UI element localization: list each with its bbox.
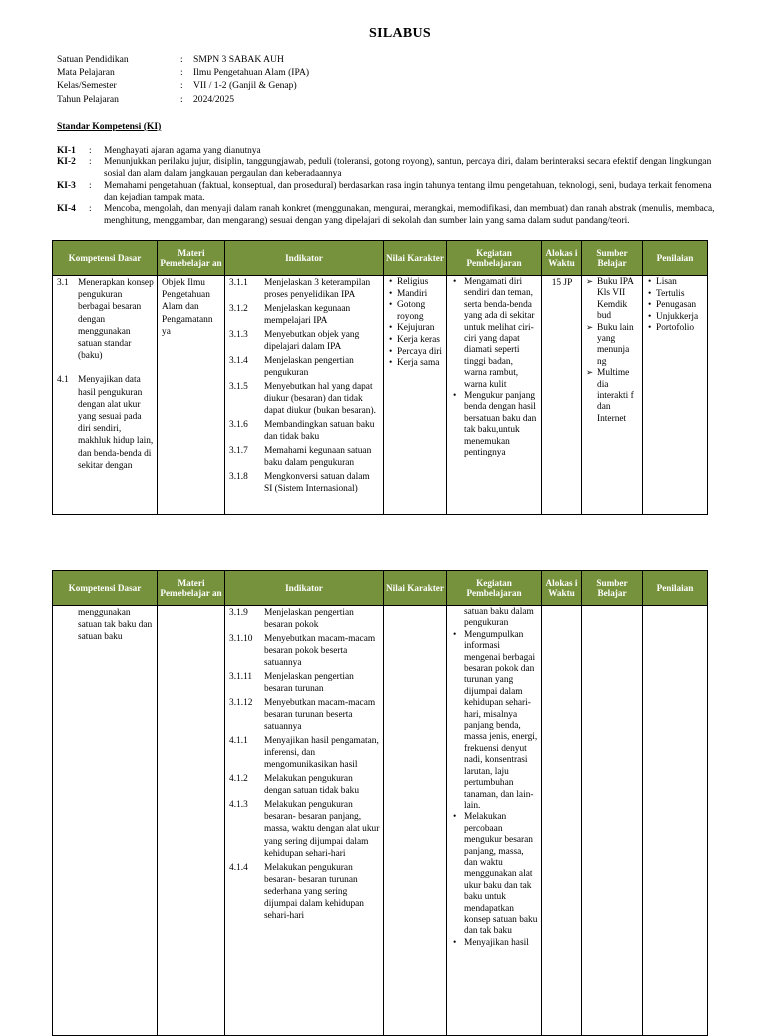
ki-row-3 [57,181,717,204]
indikator-item [229,329,380,353]
indikator-text: Menjelaskan pengertian besaran turunan [264,672,354,695]
col-header-kd: Kompetensi Dasar [53,241,158,276]
sumber-cell [582,276,643,515]
ki-code: KI-1 [57,146,76,156]
indikator-item [229,735,380,772]
nilai-item: • Kejujuran [397,323,443,335]
materi-cell [158,276,225,515]
indikator-text: Menjelaskan pengertian besaran pokok [264,608,354,631]
kegiatan-cell [447,276,542,515]
indikator-item [229,773,380,797]
indikator-text: Menyebutkan macam-macam besaran turunan beserta satuannya [264,697,376,733]
ki-row-2 [57,157,717,180]
info-colon: : [180,54,183,65]
sumber-list [586,277,639,425]
kegiatan-cell [447,606,542,1036]
alokasi-cell [542,606,582,1036]
info-label: Tahun Pelajaran [57,94,119,105]
ki-text: Memahami pengetahuan (faktual, konseptual, dan prosedural) berdasarkan rasa ingin tahunya tentang ilmu pengetahuan, teknologi, seni, budaya terkait fenomena dan kejadian tampak mata. [104,181,712,203]
kegiatan-item: • Menyajikan hasil [464,938,538,949]
indikator-text: Menjelaskan kegunaan mempelajari IPA [264,303,351,327]
alokasi-cell [542,276,582,515]
col-header-materi: Materi Pemebelajar an [158,571,225,606]
nilai-cell [384,276,447,515]
ki-row-1 [57,146,717,158]
indikator-item [229,303,380,327]
indikator-item [229,445,380,469]
indikator-number: 4.1.4 [229,862,248,873]
nilai-item: • Mandiri [397,289,443,301]
col-header-nilai: Nilai Karakter [384,241,447,276]
table-header-row [53,571,708,606]
info-colon: : [180,94,183,105]
kd-text: Menyajikan data hasil pengukuran dengan alat ukur yang sesuai pada diri sendiri, makhluk hidup lain, dan benda-benda di sekitar dengan [78,375,154,471]
penilaian-item: • Portofolio [656,323,704,335]
ki-row-4 [57,204,717,227]
indikator-text: Melakukan pengukuran besaran- besaran panjang, massa, waktu dengan alat ukur yang sering dijumpai dalam kehidupan sehari-hari [264,800,380,859]
ki-text: Menghayati ajaran agama yang dianutnya [104,146,261,156]
kegiatan-item: • Melakukan percobaan mengukur besaran panjang, massa, dan waktu menggunakan alat ukur baku dan tak baku untuk mendapatkan konsep satuan baku dan tak baku [464,812,538,937]
penilaian-list [647,277,704,335]
ki-colon: : [89,204,92,214]
col-header-kd: Kompetensi Dasar [53,571,158,606]
indikator-text: Menjelaskan 3 keterampilan proses penyelidikan IPA [264,278,371,301]
indikator-item [229,671,380,695]
col-header-penilaian: Penilaian [643,241,708,276]
penilaian-item: • Lisan [656,277,704,289]
kegiatan-list [451,630,538,949]
kegiatan-item: • Mengumpulkan informasi mengenai berbagai besaran pokok dan turunan yang dijumpai dalam kehidupan sehari-hari, misalnya panjang benda, massa jenis, energi, frekuensi denyut nadi, konsentrasi larutan, laju pertumbuhan tanaman, dan lain-lain. [464,630,538,813]
sumber-item: ➢ Buku lain yang menunja ng [597,323,639,369]
indikator-item [229,862,380,923]
info-label: Satuan Pendidikan [57,54,129,65]
col-header-sumber: Sumber Belajar [582,241,643,276]
info-label: Mata Pelajaran [57,67,115,78]
indikator-number: 4.1.1 [229,736,248,747]
indikator-item [229,381,380,418]
ki-colon: : [89,181,92,191]
ki-colon: : [89,146,92,156]
kd-number: 4.1 [57,375,69,386]
kd-text: Menerapkan konsep pengukuran berbagai besaran dengan menggunakan satuan standar (baku) [78,278,154,362]
info-value: VII / 1-2 (Ganjil & Genap) [193,80,297,91]
syllabus-table-2 [52,570,708,1036]
table-row [53,606,708,1036]
indikator-text: Melakukan pengukuran dengan satuan tidak baku [264,774,360,797]
indikator-number: 3.1.9 [229,608,248,618]
col-header-kegiatan: Kegiatan Pembelajaran [447,241,542,276]
col-header-penilaian: Penilaian [643,571,708,606]
kd-item [57,374,154,472]
ki-text: Menunjukkan perilaku jujur, disiplin, tanggungjawab, peduli (toleransi, gotong royong), santun, percaya diri, dalam berinteraksi secara efektif dengan lingkungan sosial dan alam dalam jangkauan pergaulan dan keberadaannya [104,157,712,179]
indikator-number: 4.1.2 [229,774,248,785]
ki-code: KI-3 [57,181,76,191]
indikator-number: 3.1.12 [229,697,253,708]
sumber-item: ➢ Buku IPA Kls VII Kemdik bud [597,277,639,323]
kegiatan-item: • Mengamati diri sendiri dan teman, serta benda-benda yang ada di sekitar untuk melihat ciri-ciri yang dapat diamati seperti tinggi badan, warna rambut, warna kulit [464,277,538,391]
kd-number: 3.1 [57,278,69,288]
sumber-cell [582,606,643,1036]
kd-cell [53,276,158,515]
syllabus-table-1 [52,240,708,515]
ki-code: KI-2 [57,157,76,167]
nilai-list [388,277,443,370]
sumber-item: ➢ Multime dia interakti f dan Internet [597,368,639,425]
penilaian-item: • Tertulis [656,289,704,301]
info-value: 2024/2025 [193,94,235,105]
indikator-item [229,355,380,379]
info-value: Ilmu Pengetahuan Alam (IPA) [193,67,310,78]
nilai-item: • Percaya diri [397,347,443,359]
penilaian-cell [643,276,708,515]
penilaian-cell [643,606,708,1036]
col-header-indikator: Indikator [225,241,384,276]
indikator-number: 3.1.8 [229,471,248,482]
indikator-text: Menyebutkan macam-macam besaran pokok beserta satuannya [264,633,376,669]
indikator-text: Menyebutkan hal yang dapat diukur (besaran) dan tidak dapat diukur (bukan besaran). [264,381,376,417]
nilai-item: • Gotong royong [397,300,443,323]
kegiatan-item: • Mengukur panjang benda dengan hasil bersatuan baku dan tak baku,untuk menemukan pentingnya [464,391,538,459]
indikator-item [229,633,380,670]
indikator-number: 3.1.4 [229,355,248,366]
info-colon: : [180,67,183,78]
indikator-text: Melakukan pengukuran besaran- besaran turunan sederhana yang sering dijumpai dalam kehidupan sehari-hari [264,862,364,922]
ki-code: KI-4 [57,204,76,214]
indikator-item [229,471,380,495]
ki-text: Mencoba, mengolah, dan menyaji dalam ranah konkret (menggunakan, mengurai, merangkai, memodifikasi, dan membuat) dan ranah abstrak (menulis, membaca, menghitung, menggambar, dan mengarang) sesuai dengan yang dipelajari di sekolah dan sumber lain yang sama dalam sudut pandang/teori. [104,204,715,226]
indikator-number: 3.1.7 [229,445,248,456]
kegiatan-text-continued: satuan baku dalam pengukuran [464,607,534,629]
indikator-number: 3.1.2 [229,303,248,314]
indikator-item [229,607,380,631]
indikator-text: Membandingkan satuan baku dan tidak baku [264,419,375,442]
kd-cell [53,606,158,1036]
document-title: SILABUS [368,26,432,41]
indikator-item [229,277,380,301]
indikator-number: 3.1.1 [229,278,248,288]
kd-item [57,277,154,362]
indikator-number: 3.1.3 [229,329,248,340]
indikator-item [229,697,380,734]
indikator-number: 3.1.10 [229,633,253,644]
indikator-text: Mengkonversi satuan dalam SI (Sistem Internasional) [264,471,370,494]
indikator-item [229,799,380,860]
penilaian-item: • Unjukkerja [656,312,704,324]
info-value: SMPN 3 SABAK AUH [193,54,284,65]
col-header-indikator: Indikator [225,571,384,606]
info-label: Kelas/Semester [57,80,117,91]
col-header-sumber: Sumber Belajar [582,571,643,606]
penilaian-item: • Penugasan [656,300,704,312]
materi-cell [158,606,225,1036]
nilai-item: • Religius [397,277,443,289]
col-header-materi: Materi Pemebelajar an [158,241,225,276]
table-header-row [53,241,708,276]
materi-text: Objek Ilmu Pengetahuan Alam dan Pengamatann ya [162,278,213,337]
indikator-cell [225,276,384,515]
nilai-item: • Kerja sama [397,358,443,370]
col-header-alokasi: Alokas i Waktu [542,571,582,606]
indikator-number: 4.1.3 [229,800,248,811]
indikator-text: Memahami kegunaan satuan baku dalam pengukuran [264,445,372,468]
indikator-item [229,419,380,443]
indikator-cell [225,606,384,1036]
alokasi-text: 15 JP [551,278,573,288]
kegiatan-list [451,277,538,460]
indikator-number: 3.1.5 [229,381,248,392]
indikator-number: 3.1.11 [229,672,253,683]
ki-colon: : [89,157,92,167]
ki-heading: Standar Kompetensi (KI) [57,121,162,132]
table-row [53,276,708,515]
col-header-kegiatan: Kegiatan Pembelajaran [447,571,542,606]
nilai-item: • Kerja keras [397,335,443,347]
indikator-number: 3.1.6 [229,419,248,430]
info-colon: : [180,80,183,91]
indikator-text: Menyebutkan objek yang dipelajari dalam IPA [264,329,360,353]
nilai-cell [384,606,447,1036]
indikator-text: Menyajikan hasil pengamatan, inferensi, dan mengomunikasikan hasil [264,736,379,771]
col-header-nilai: Nilai Karakter [384,571,447,606]
indikator-text: Menjelaskan pengertian pengukuran [264,355,354,378]
col-header-alokasi: Alokas i Waktu [542,241,582,276]
kd-text-continued: menggunakan satuan tak baku dan satuan baku [78,608,153,643]
